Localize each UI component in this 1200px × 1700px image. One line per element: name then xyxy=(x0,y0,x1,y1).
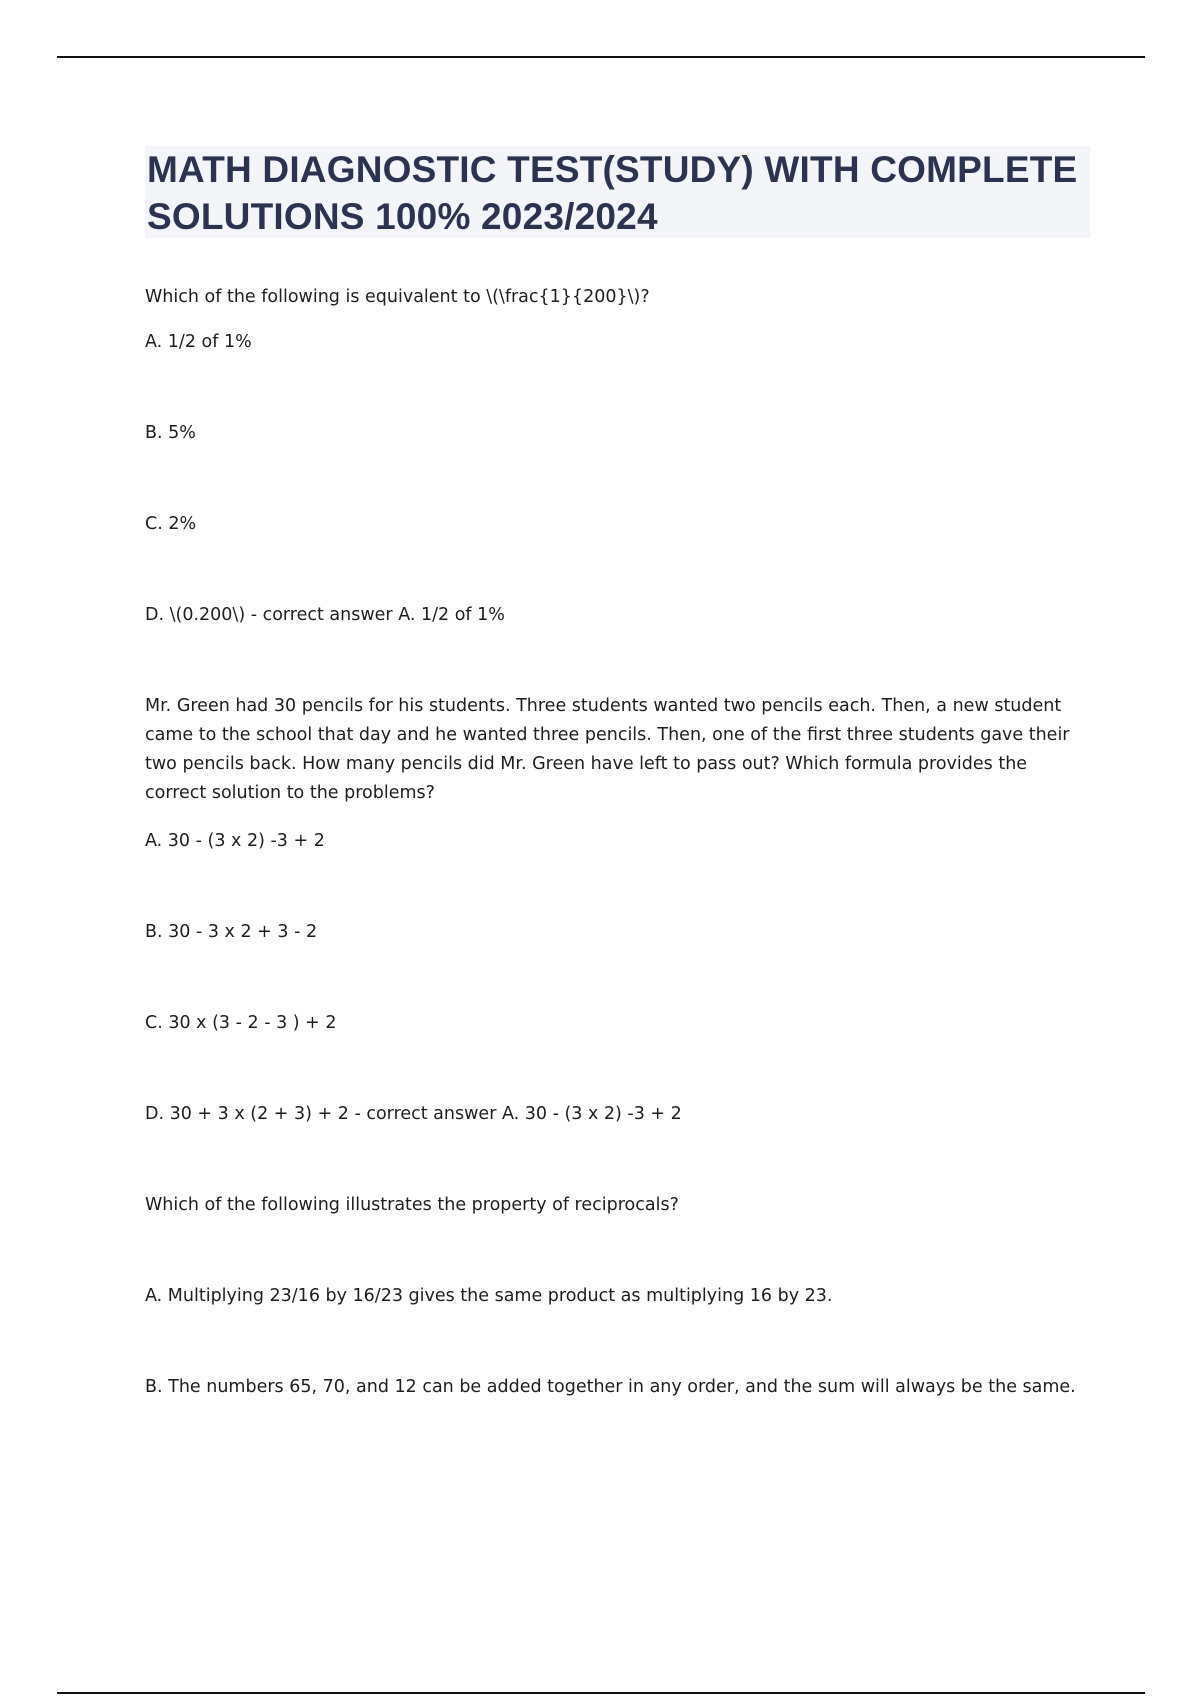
question-2-option-a: A. 30 - (3 x 2) -3 + 2 xyxy=(145,831,325,851)
document-title: MATH DIAGNOSTIC TEST(STUDY) WITH COMPLETE SOLUTIONS 100% 2023/2024 xyxy=(147,149,1078,237)
question-1-option-b: B. 5% xyxy=(145,423,196,443)
question-2-option-d: D. 30 + 3 x (2 + 3) + 2 - correct answer A. 30 - (3 x 2) -3 + 2 xyxy=(145,1104,682,1124)
question-3-option-b: B. The numbers 65, 70, and 12 can be added together in any order, and the sum will always be the same. xyxy=(145,1377,1076,1397)
question-3-option-a: A. Multiplying 23/16 by 16/23 gives the same product as multiplying 16 by 23. xyxy=(145,1286,833,1306)
question-1-option-a: A. 1/2 of 1% xyxy=(145,332,252,352)
question-2-option-b: B. 30 - 3 x 2 + 3 - 2 xyxy=(145,922,318,942)
question-3-prompt: Which of the following illustrates the property of reciprocals? xyxy=(145,1195,679,1215)
header-rule xyxy=(57,56,1145,58)
question-1-option-d: D. \(0.200\) - correct answer A. 1/2 of 1% xyxy=(145,605,505,625)
question-2-option-c: C. 30 x (3 - 2 - 3 ) + 2 xyxy=(145,1013,337,1033)
footer-rule xyxy=(57,1692,1145,1694)
question-1-option-c: C. 2% xyxy=(145,514,197,534)
question-2-prompt: Mr. Green had 30 pencils for his students. Three students wanted two pencils each. Then, a new student came to the school that day and he wanted three pencils. Then, one of the first three students gave their two pencils back. How many pencils did Mr. Green have left to pass out? Which formula provides the correct solution to the problems? xyxy=(145,696,1070,803)
question-1-prompt: Which of the following is equivalent to \(\frac{1}{200}\)? xyxy=(145,287,650,307)
